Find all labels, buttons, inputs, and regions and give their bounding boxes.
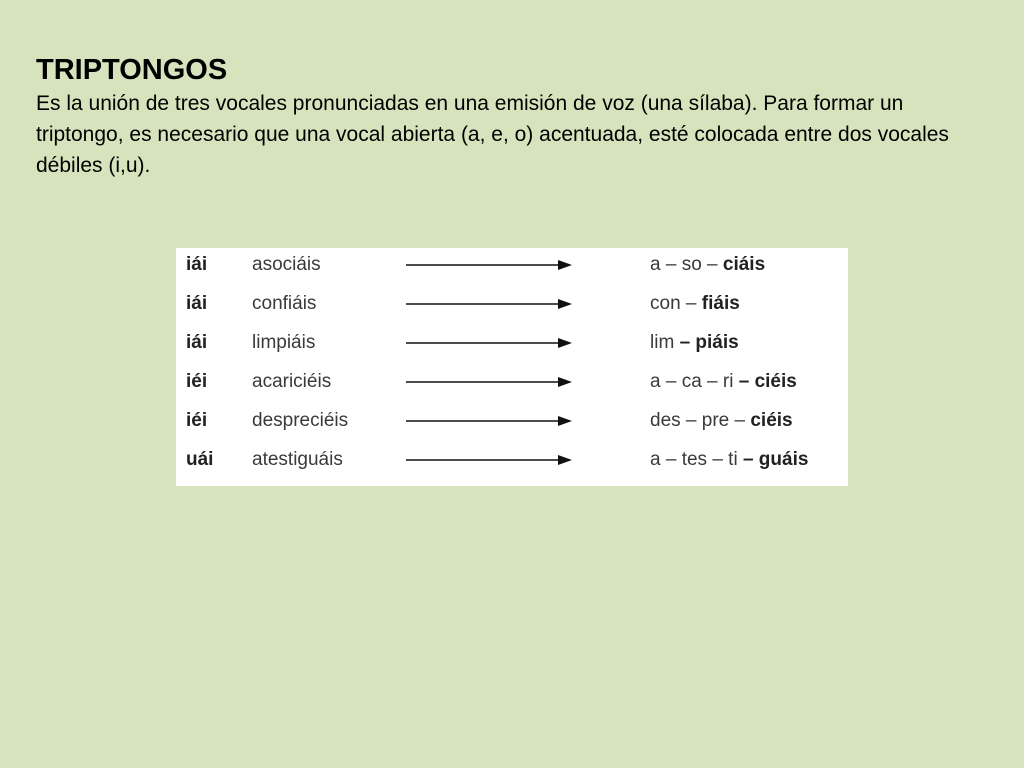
example-word: atestiguáis (252, 449, 343, 470)
triptongo-syllable: – guáis (742, 449, 809, 470)
syllable-division (650, 449, 808, 471)
right-arrow-icon (406, 374, 572, 390)
syllable-division (650, 410, 793, 432)
example-word: despreciéis (252, 410, 349, 431)
syllable-division (650, 371, 797, 393)
triptongo-syllable: fiáis (701, 293, 740, 314)
definition-paragraph: Es la unión de tres vocales pronunciadas en una emisión de voz (una sílaba). Para formar un triptongo, es necesario que una vocal abierta (a, e, o) acentuada, esté colocada entre dos vocales débiles (i,u). (36, 92, 949, 177)
right-arrow-icon (406, 257, 572, 273)
triptongo-code: iái (186, 332, 208, 353)
syllable-part: a – tes – ti (650, 449, 743, 470)
syllable-part: des – pre – (650, 410, 751, 431)
table-row (176, 287, 848, 326)
triptongo-code: iéi (186, 371, 208, 392)
syllable-division (650, 332, 739, 354)
syllable-part: a – so – (650, 254, 723, 275)
table-row (176, 326, 848, 365)
triptongo-syllable: ciéis (750, 410, 793, 431)
example-word: confiáis (252, 293, 317, 314)
table-row (176, 404, 848, 443)
triptongo-code: uái (186, 449, 214, 470)
table-row (176, 365, 848, 404)
triptongo-syllable: ciáis (722, 254, 766, 275)
syllable-part: a – ca – ri (650, 371, 739, 392)
syllable-division (650, 293, 740, 315)
triptongo-syllable: – piáis (679, 332, 739, 353)
syllable-part: lim (650, 332, 680, 353)
triptongo-syllable: – ciéis (738, 371, 797, 392)
example-word: asociáis (252, 254, 321, 275)
syllable-part: con – (650, 293, 702, 314)
slide-title: TRIPTONGOS (36, 54, 228, 86)
triptongo-code: iái (186, 293, 208, 314)
syllable-division (650, 254, 765, 276)
right-arrow-icon (406, 296, 572, 312)
right-arrow-icon (406, 413, 572, 429)
right-arrow-icon (406, 335, 572, 351)
table-row (176, 443, 848, 482)
right-arrow-icon (406, 452, 572, 468)
triptongo-examples-table (176, 248, 848, 486)
table-row (176, 248, 848, 287)
slide-text-block (36, 52, 996, 181)
example-word: acariciéis (252, 371, 332, 392)
triptongo-code: iéi (186, 410, 208, 431)
example-word: limpiáis (252, 332, 316, 353)
triptongo-code: iái (186, 254, 208, 275)
